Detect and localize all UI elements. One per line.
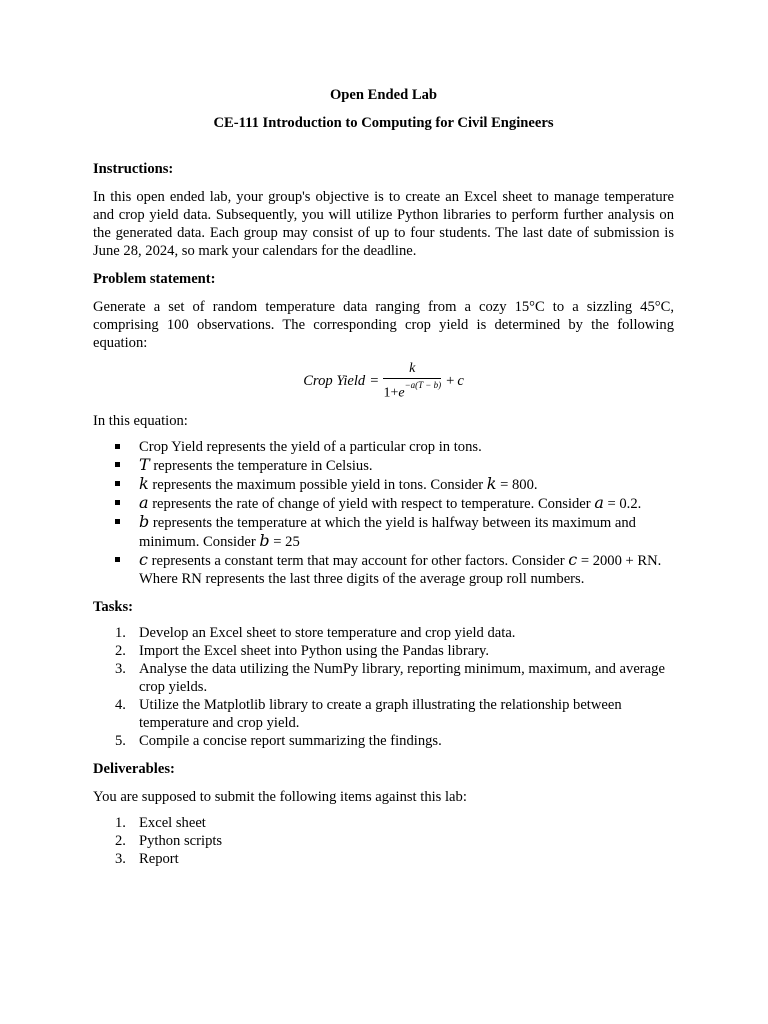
list-item — [93, 494, 674, 513]
instructions-heading: Instructions: — [93, 161, 174, 177]
problem-statement-heading: Problem statement: — [93, 271, 216, 287]
list-item-text: represents the maximum possible yield in tons. Consider — [148, 477, 487, 493]
list-number: 1. — [115, 815, 126, 831]
list-item-text: represents the temperature in Celsius. — [149, 458, 373, 474]
problem-statement-paragraph: Generate a set of random temperature data ranging from a cozy 15°C to a sizzling 45°C, comprising 100 observations. The corresponding crop yield is determined by the following equation: — [93, 299, 674, 351]
deliverables-list — [93, 814, 674, 868]
equation-fraction — [383, 361, 441, 402]
list-item — [93, 551, 674, 588]
bullet-square-icon — [115, 557, 120, 562]
list-item — [93, 732, 674, 750]
document-content — [93, 86, 674, 868]
list-item — [93, 475, 674, 494]
variable-list — [93, 438, 674, 588]
variable-symbol: b — [139, 512, 150, 531]
list-item-text: represents a constant term that may account for other factors. Consider — [147, 553, 569, 569]
list-item — [93, 832, 674, 850]
list-item — [93, 438, 674, 456]
deliverables-heading: Deliverables: — [93, 761, 175, 777]
list-item-text: Develop an Excel sheet to store temperature and crop yield data. — [139, 625, 516, 641]
list-item-text: Python scripts — [139, 833, 223, 849]
list-item — [93, 456, 674, 475]
list-item — [93, 624, 674, 642]
variable-symbol: k — [139, 474, 149, 493]
tasks-list — [93, 624, 674, 750]
tasks-heading: Tasks: — [93, 599, 134, 615]
list-item-text: = 25 — [269, 534, 300, 550]
crop-yield-equation — [93, 360, 674, 402]
variable-symbol: c — [568, 550, 578, 569]
list-item-text: Crop Yield represents the yield of a particular crop in tons. — [139, 439, 482, 455]
list-item — [93, 513, 674, 551]
list-item — [93, 696, 674, 732]
bullet-square-icon — [115, 462, 120, 467]
list-item — [93, 642, 674, 660]
bullet-square-icon — [115, 519, 120, 524]
document-title: Open Ended Lab — [329, 87, 438, 103]
equation-den-e: e — [398, 385, 405, 401]
equation-plus: + — [446, 373, 455, 389]
equation-den-base: 1+ — [383, 385, 399, 401]
instructions-paragraph: In this open ended lab, your group's objective is to create an Excel sheet to manage temperature and crop yield data. Subsequently, you will utilize Python libraries to perform further analysis on the generated data. Each group may consist of up to four students. The last date of submission is June 28, 2024, so mark your calendars for the deadline. — [93, 189, 674, 259]
list-item-text: Analyse the data utilizing the NumPy library, reporting minimum, maximum, and average crop yields. — [139, 661, 665, 695]
equation-denominator — [383, 379, 441, 402]
list-item-text: = 0.2. — [603, 496, 642, 512]
list-item — [93, 850, 674, 868]
bullet-square-icon — [115, 481, 120, 486]
variable-symbol: b — [259, 531, 270, 550]
bullet-square-icon — [115, 444, 120, 449]
list-item — [93, 660, 674, 696]
list-item-text: represents the rate of change of yield with respect to temperature. Consider — [148, 496, 595, 512]
list-number: 2. — [115, 833, 126, 849]
equation-equals: = — [370, 373, 379, 389]
list-number: 3. — [115, 851, 126, 867]
bullet-square-icon — [115, 500, 120, 505]
list-item-text: Compile a concise report summarizing the findings. — [139, 733, 442, 749]
list-item-text: Report — [139, 851, 179, 867]
variable-symbol: a — [594, 493, 604, 512]
list-number: 1. — [115, 625, 126, 641]
variable-symbol: k — [486, 474, 497, 493]
list-item-text: Utilize the Matplotlib library to create a graph illustrating the relationship between temperature and crop yield. — [139, 697, 622, 731]
list-item-text: = 2000 + RN. Where RN represents the last three digits of the average group roll numbers. — [139, 553, 662, 587]
variable-symbol: T — [139, 455, 150, 474]
equation-den-exponent: −a(T − b) — [404, 379, 442, 390]
list-number: 3. — [115, 661, 126, 677]
list-item-text: Import the Excel sheet into Python using the Pandas library. — [139, 643, 490, 659]
variable-symbol: c — [139, 550, 148, 569]
list-item-text: Excel sheet — [139, 815, 206, 831]
equation-numerator: k — [409, 360, 416, 376]
list-number: 2. — [115, 643, 126, 659]
list-item — [93, 814, 674, 832]
equation-constant: c — [457, 373, 464, 389]
variable-symbol: a — [139, 493, 149, 512]
deliverables-paragraph: You are supposed to submit the following items against this lab: — [93, 789, 467, 805]
document-subtitle: CE-111 Introduction to Computing for Civil Engineers — [213, 115, 554, 131]
list-item-text: represents the temperature at which the yield is halfway between its maximum and minimum. Consider — [139, 515, 636, 550]
list-number: 4. — [115, 697, 126, 713]
in-equation-label: In this equation: — [93, 413, 188, 429]
equation-lhs: Crop Yield — [303, 373, 366, 389]
list-number: 5. — [115, 733, 126, 749]
list-item-text: = 800. — [496, 477, 538, 493]
